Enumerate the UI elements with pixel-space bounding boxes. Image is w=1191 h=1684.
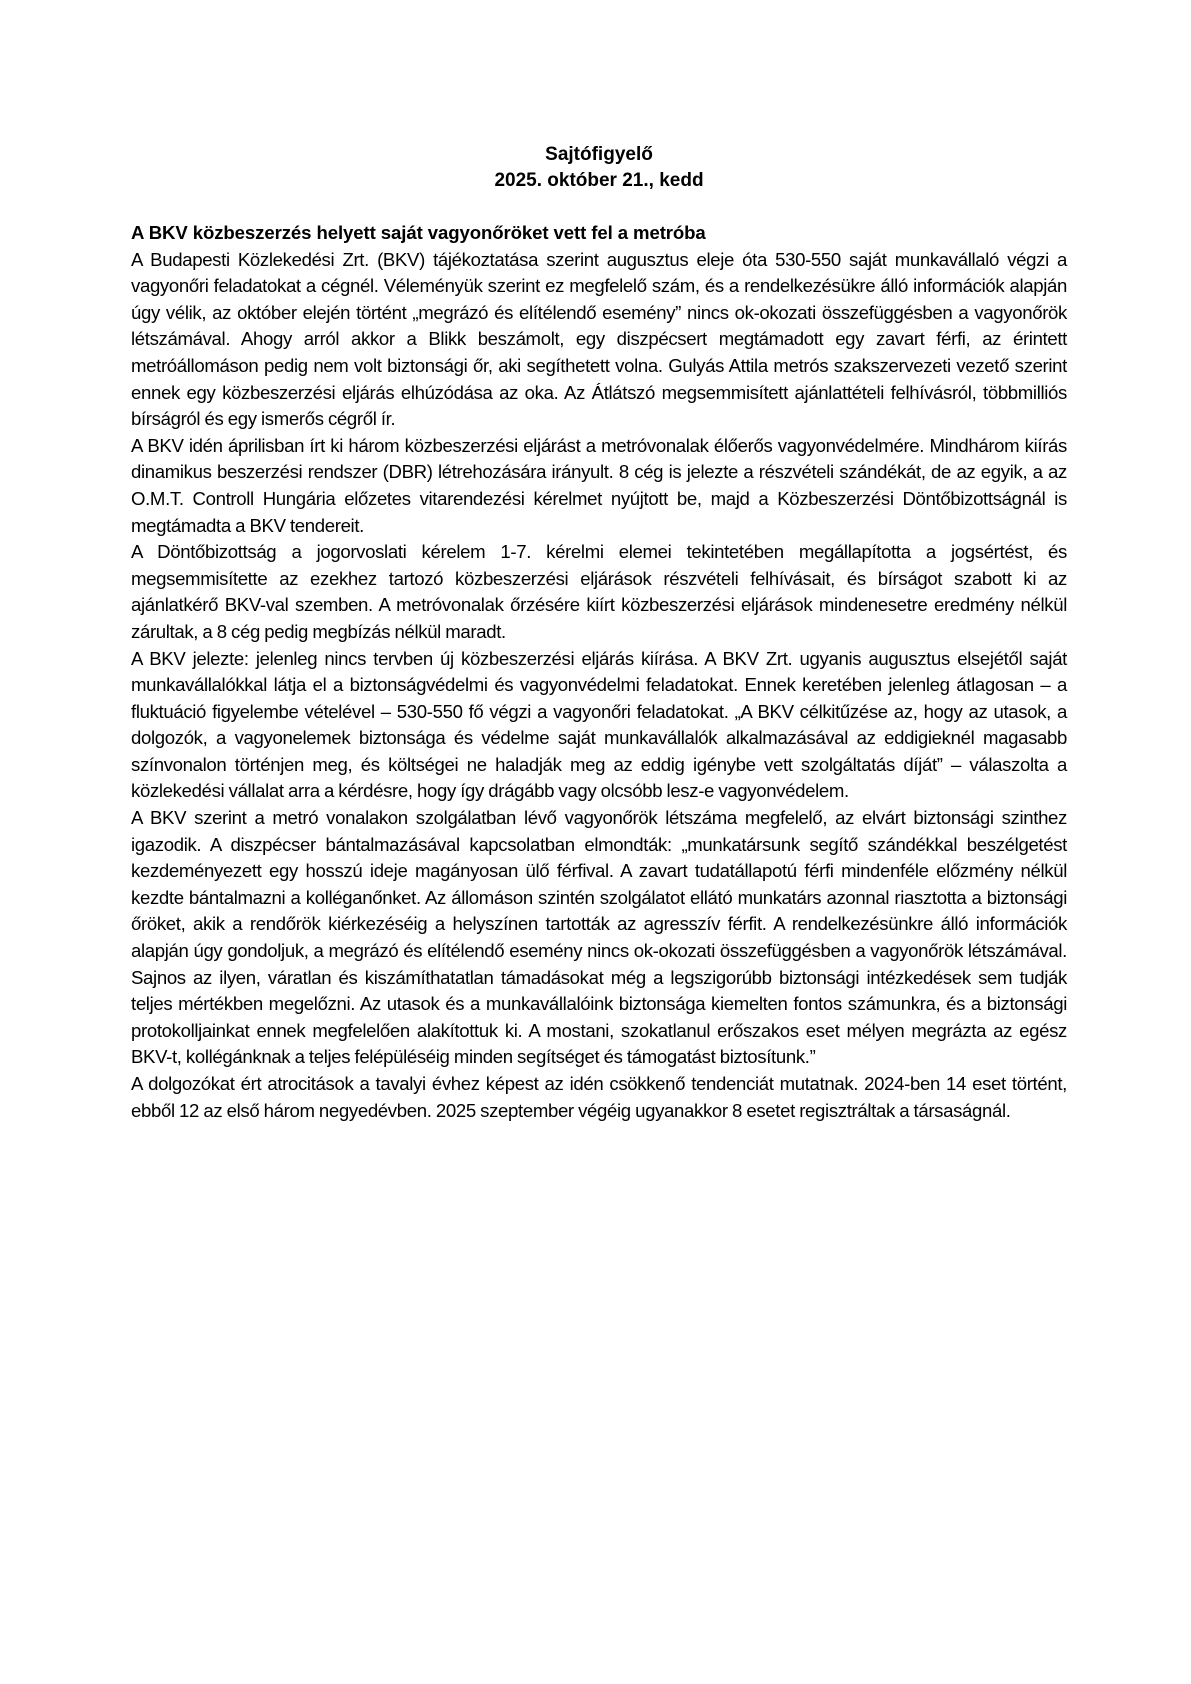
article-paragraph: A BKV jelezte: jelenleg nincs tervben új közbeszerzési eljárás kiírása. A BKV Zrt. ugyanis augusztus elsejétől saját munkavállalókkal látja el a biztonságvédelmi és vagyonvédelmi feladatokat. Ennek keretében jelenleg átlagosan – a fluktuáció figyelembe vételével – 530-550 fő végzi a vagyonőri feladatokat. „A BKV célkitűzése az, hogy az utasok, a dolgozók, a vagyonelemek biztonsága és védelme saját munkavállalók alkalmazásával az eddigieknél magasabb színvonalon történjen meg, és költségei ne haladják meg az eddig igénybe vett szolgáltatás díját” – válaszolta a közlekedési vállalat arra a kérdésre, hogy így drágább vagy olcsóbb lesz-e vagyonvédelem. (131, 647, 1067, 802)
article-paragraph: A Budapesti Közlekedési Zrt. (BKV) tájékoztatása szerint augusztus eleje óta 530-550 saját munkavállaló végzi a vagyonőri feladatokat a cégnél. Véleményük szerint ez megfelelő szám, és a rendelkezésükre álló információk alapján úgy vélik, az október elején történt „megrázó és elítélendő esemény” nincs ok-okozati összefüggésben a vagyonőrök létszámával. Ahogy arról akkor a Blikk beszámolt, egy diszpécsert megtámadott egy zavart férfi, az érintett metróállomáson pedig nem volt biztonsági őr, aki segíthetett volna. Gulyás Attila metrós szakszervezeti vezető szerint ennek egy közbeszerzési eljárás elhúzódása az oka. Az Átlátszó megsemmisített ajánlattételi felhívásról, többmilliós bírságról és egy ismerős cégről ír. (131, 248, 1067, 430)
article-paragraph: A BKV idén áprilisban írt ki három közbeszerzési eljárást a metróvonalak élőerős vagyonvédelmére. Mindhárom kiírás dinamikus beszerzési rendszer (DBR) létrehozására irányult. 8 cég is jelezte a részvételi szándékát, de az egyik, a az O.M.T. Controll Hungária előzetes vitarendezési kérelmet nyújtott be, majd a Közbeszerzési Döntőbizottságnál is megtámadta a BKV tendereit. (131, 434, 1067, 536)
article-headline: A BKV közbeszerzés helyett saját vagyonőröket vett fel a metróba (131, 222, 706, 243)
article-paragraph: A Döntőbizottság a jogorvoslati kérelem 1-7. kérelmi elemei tekintetében megállapította a jogsértést, és megsemmisítette az ezekhez tartozó közbeszerzési eljárások részvételi felhívásait, és bírságot szabott ki az ajánlatkérő BKV-val szemben. A metróvonalak őrzésére kiírt közbeszerzési eljárások mindenesetre eredmény nélkül zárultak, a 8 cég pedig megbízás nélkül maradt. (131, 541, 1067, 642)
article-paragraph: A dolgozókat ért atrocitások a tavalyi évhez képest az idén csökkenő tendenciát mutatnak. 2024-ben 14 eset történt, ebből 12 az első három negyedévben. 2025 szeptember végéig ugyanakkor 8 esetet regisztráltak a társaságnál. (131, 1073, 1067, 1121)
article (131, 220, 1067, 1124)
document-page (131, 142, 1067, 1124)
document-date: 2025. október 21., kedd (494, 170, 704, 191)
article-paragraph: A BKV szerint a metró vonalakon szolgálatban lévő vagyonőrök létszáma megfelelő, az elvárt biztonsági szinthez igazodik. A diszpécser bántalmazásával kapcsolatban elmondták: „munkatársunk segítő szándékkal beszélgetést kezdeményezett egy hosszú ideje magányosan ülő férfival. A zavart tudatállapotú férfi mindenféle előzmény nélkül kezdte bántalmazni a kolléganőnket. Az állomáson szintén szolgálatot ellátó munkatárs azonnal riasztotta a biztonsági őröket, akik a rendőrök kiérkezéséig a helyszínen tartották az agresszív férfit. A rendelkezésünkre álló információk alapján úgy gondoljuk, a megrázó és elítélendő esemény nincs ok-okozati összefüggésben a vagyonőrök létszámával. Sajnos az ilyen, váratlan és kiszámíthatatlan támadásokat még a legszigorúbb biztonsági intézkedések sem tudják teljes mértékben megelőzni. Az utasok és a munkavállalóink biztonsága kiemelten fontos számunkra, és a biztonsági protokolljainkat ennek megfelelően alakítottuk ki. A mostani, szokatlanul erőszakos eset mélyen megrázta az egész BKV-t, kollégánknak a teljes felépüléséig minden segítséget és támogatást biztosítunk.” (131, 807, 1067, 1068)
document-title: Sajtófigyelő (545, 144, 653, 165)
